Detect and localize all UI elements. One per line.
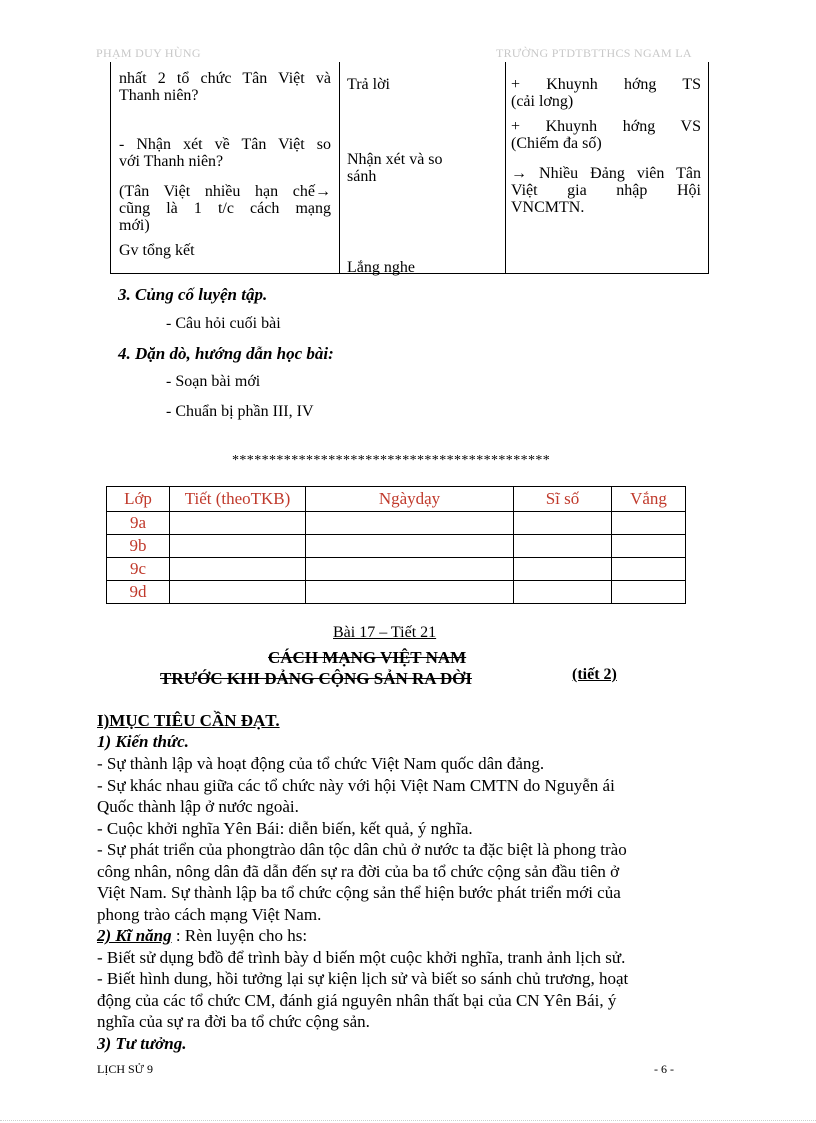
text-line: công nhân, nông dân đã dẫn đến sự ra đời của ba tổ chức cộng sản đầu tiên ở xyxy=(97,861,620,881)
table-header-cell: Tiết (theoTKB) xyxy=(170,487,306,512)
text-line: - Sự phát triển của phongtrào dân tộc dân chủ ở nước ta đặc biệt là phong trào xyxy=(97,840,627,859)
table-row xyxy=(107,581,686,604)
table-cell xyxy=(170,535,306,558)
list-item: - Chuẩn bị phần III, IV xyxy=(166,403,314,420)
text-line: - Biết sử dụng bđồ để trình bày d biến một cuộc khởi nghĩa, tranh ảnh lịch sử. xyxy=(97,947,626,967)
lesson-number: Bài 17 – Tiết 21 xyxy=(333,624,437,641)
skills-heading-line xyxy=(97,925,709,947)
text-line: động của các tổ chức CM, đánh giá nguyên nhân thất bại của CN Yên Bái, ý xyxy=(97,990,617,1010)
text-line: - Sự thành lập và hoạt động của tổ chức Việt Nam quốc dân đảng. xyxy=(97,754,545,773)
header-left: PHẠM DUY HÙNG xyxy=(96,46,201,60)
cell-text: Gv tổng kết xyxy=(119,242,195,259)
cell-text: Lắng nghe xyxy=(347,259,415,276)
footer-right: - 6 - xyxy=(654,1062,674,1076)
cell-text: với Thanh niên? xyxy=(119,153,224,170)
lesson-activity-table xyxy=(110,62,709,274)
list-item: - Soạn bài mới xyxy=(166,373,261,390)
table-cell xyxy=(170,581,306,604)
table-cell xyxy=(612,558,686,581)
knowledge-title: 1) Kiến thức. xyxy=(97,732,189,751)
table-cell xyxy=(306,581,514,604)
skills-title: 2) Kĩ năng xyxy=(97,926,172,945)
page-divider xyxy=(0,1120,816,1121)
list-item: - Câu hỏi cuối bài xyxy=(166,315,281,332)
skills-rest: : Rèn luyện cho hs: xyxy=(171,926,308,945)
text-line: Quốc thành lập ở nước ngoài. xyxy=(97,797,299,816)
text-line: nghĩa của sự ra đời ba tổ chức cộng sản. xyxy=(97,1012,370,1031)
cell-text: Nhận xét và so xyxy=(347,151,443,168)
lesson-part: (tiết 2) xyxy=(572,666,617,683)
cell-text: + Khuynh hớng TS xyxy=(511,76,701,93)
cell-text: mới) xyxy=(119,217,150,234)
cell-text: nhất 2 tổ chức Tân Việt và xyxy=(119,70,331,87)
cell-text: sánh xyxy=(347,168,377,185)
section-4-title: 4. Dặn dò, hướng dẫn học bài: xyxy=(118,344,334,363)
section-3-title: 3. Củng cố luyện tập. xyxy=(118,285,268,304)
cell-text: → Nhiều Đảng viên Tân xyxy=(511,165,701,182)
text-line: - Biết hình dung, hồi tưởng lại sự kiện lịch sử và biết so sánh chủ trương, hoạt xyxy=(97,969,629,988)
cell-text: (cải lơng) xyxy=(511,93,574,110)
table-cell xyxy=(514,535,612,558)
table-row xyxy=(107,558,686,581)
lesson-title-line2: TRƯỚC KHI ĐẢNG CỘNG SẢN RA ĐỜI xyxy=(160,669,473,688)
separator: ******************************************* xyxy=(232,453,551,468)
lesson-title-line1: CÁCH MẠNG VIỆT NAM xyxy=(268,648,467,667)
cell-text: (Chiếm đa số) xyxy=(511,135,602,152)
table-header-row xyxy=(107,487,686,512)
cell-text: Việt gia nhập Hội xyxy=(511,182,701,199)
table-cell xyxy=(514,581,612,604)
teacher-activity-column xyxy=(111,62,340,273)
cell-text: + Khuynh hớng VS xyxy=(511,118,701,135)
cell-text: - Nhận xét về Tân Việt so xyxy=(119,136,331,153)
cell-text: VNCMTN. xyxy=(511,199,585,216)
attitude-title: 3) Tư tưởng. xyxy=(97,1033,187,1053)
class-cell: 9b xyxy=(107,535,170,558)
cell-text: Thanh niên? xyxy=(119,87,199,104)
table-cell xyxy=(170,512,306,535)
text-line: - Cuộc khởi nghĩa Yên Bái: diễn biến, kết quả, ý nghĩa. xyxy=(97,818,473,838)
table-cell xyxy=(612,512,686,535)
table-header-cell: Sĩ số xyxy=(514,487,612,512)
table-cell xyxy=(306,535,514,558)
table-cell xyxy=(612,581,686,604)
cell-text: (Tân Việt nhiều hạn chế→ xyxy=(119,183,331,200)
table-row xyxy=(107,512,686,535)
table-row xyxy=(107,535,686,558)
class-cell: 9c xyxy=(107,558,170,581)
header-right: TRƯỜNG PTDTBTTHCS NGAM LA xyxy=(496,46,692,60)
table-cell xyxy=(612,535,686,558)
table-cell xyxy=(514,558,612,581)
attendance-table xyxy=(106,486,686,604)
table-cell xyxy=(514,512,612,535)
student-activity-column xyxy=(339,62,506,276)
class-cell: 9a xyxy=(107,512,170,535)
table-header-cell: Ngàydạy xyxy=(306,487,514,512)
cell-text: cũng là 1 t/c cách mạng xyxy=(119,200,331,217)
knowledge-paragraph xyxy=(97,753,709,1054)
table-cell xyxy=(306,512,514,535)
table-header-cell: Lớp xyxy=(107,487,170,512)
text-line: - Sự khác nhau giữa các tổ chức này với hội Việt Nam CMTN do Nguyễn ái xyxy=(97,775,615,795)
text-line: Việt Nam. Sự thành lập ba tổ chức cộng sản thể hiện bước phát triển mới của xyxy=(97,883,621,902)
content-column xyxy=(505,62,710,273)
table-cell xyxy=(170,558,306,581)
text-line: phong trào cách mạng Việt Nam. xyxy=(97,904,322,924)
table-header-cell: Vắng xyxy=(612,487,686,512)
table-cell xyxy=(306,558,514,581)
class-cell: 9d xyxy=(107,581,170,604)
footer-left: LỊCH SỬ 9 xyxy=(97,1062,153,1076)
objectives-heading: I)MỤC TIÊU CẦN ĐẠT. xyxy=(97,711,280,730)
cell-text: Trả lời xyxy=(347,76,390,93)
